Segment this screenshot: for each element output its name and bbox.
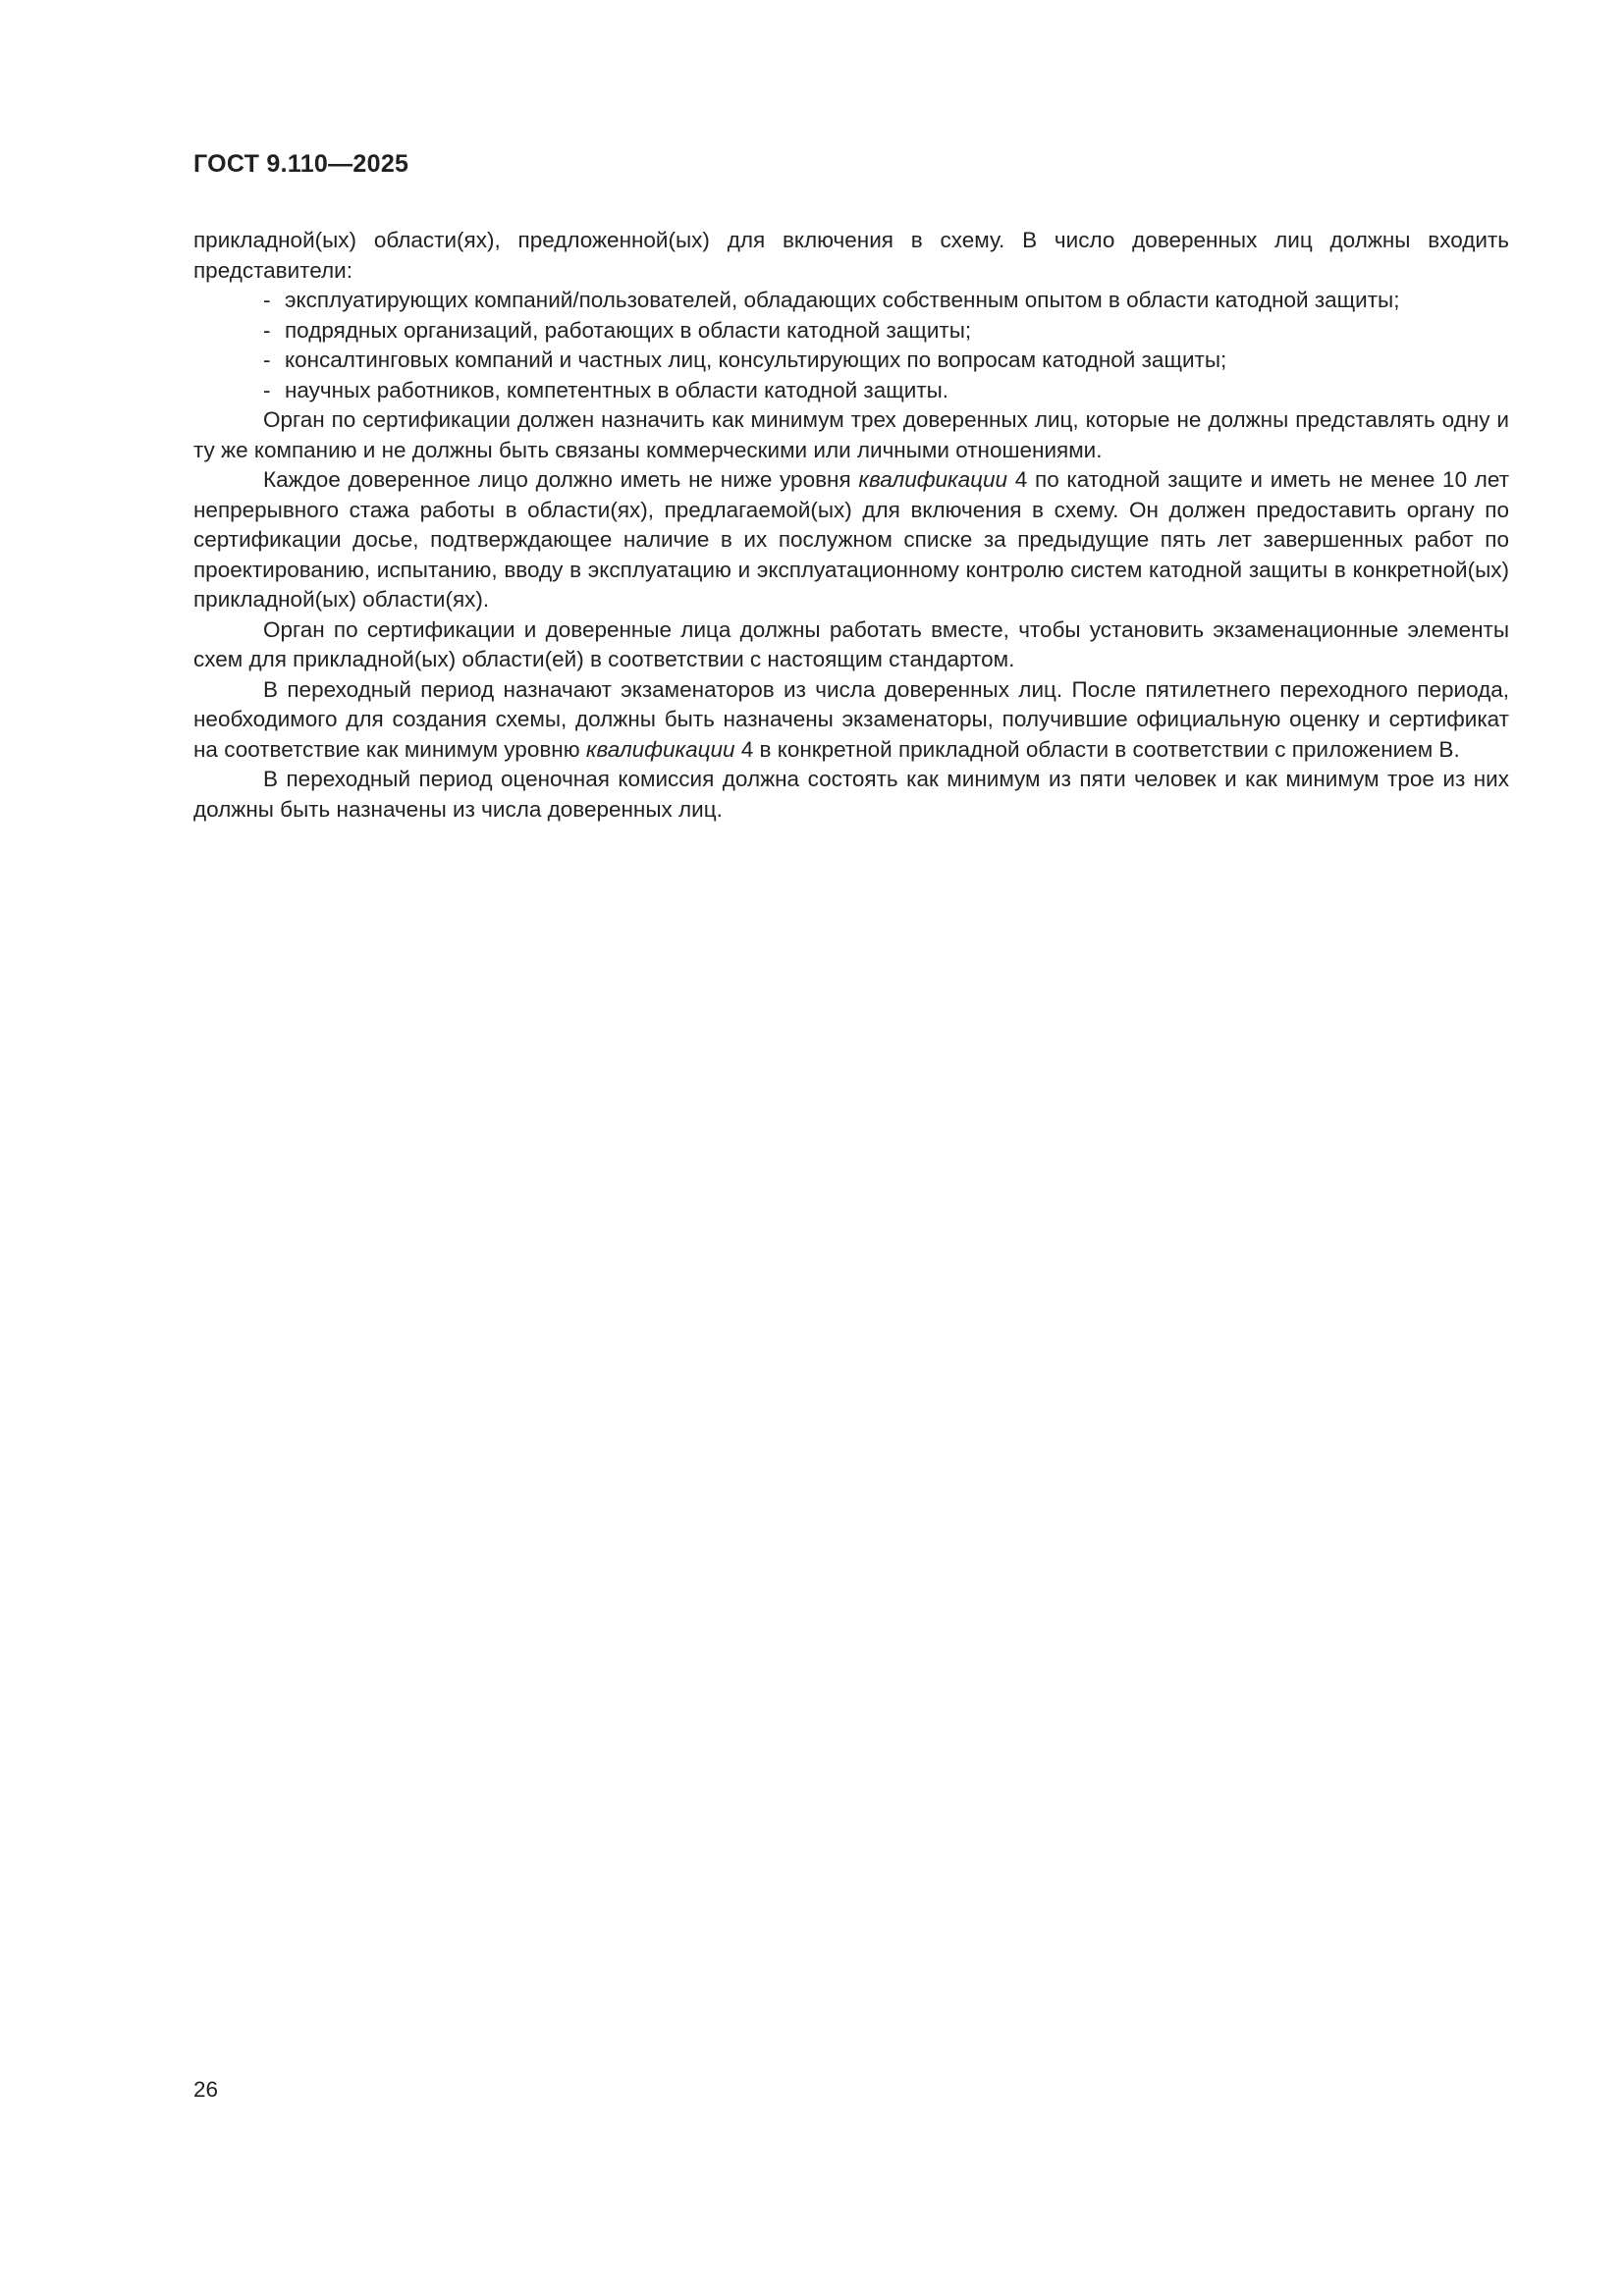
text-segment: Каждое доверенное лицо должно иметь не ниже уровня: [263, 467, 859, 492]
list-marker: -: [263, 377, 271, 402]
list-item: [193, 376, 1509, 406]
text-segment: 4 по катодной защите и иметь не менее 10 лет непрерывного стажа работы в области(ях), предлагаемой(ых) для включения в схему. Он должен предоставить органу по сертификации досье, подтверждающее наличие в их послужном списке за предыдущие пять лет завершенных работ по проектированию, испытанию, вводу в эксплуатацию и эксплуатационному контролю систем катодной защиты в конкретной(ых) прикладной(ых) области(ях).: [193, 467, 1510, 612]
representatives-list: [193, 286, 1509, 405]
list-item: [193, 346, 1509, 376]
text-segment: 4 в конкретной прикладной области в соответствии с приложением В.: [734, 736, 1460, 762]
document-header: ГОСТ 9.110—2025: [193, 150, 409, 178]
list-item: [193, 286, 1509, 316]
list-marker: -: [263, 347, 271, 372]
paragraph-transition-examiners: [193, 675, 1509, 766]
paragraph-continuation: прикладной(ых) области(ях), предложенной(ых) для включения в схему. В число доверенных лиц должны входить представители:: [193, 228, 1509, 283]
paragraph-cooperation: Орган по сертификации и доверенные лица должны работать вместе, чтобы установить экзаменационные элементы схем для прикладной(ых) области(ей) в соответствии с настоящим стандартом.: [193, 616, 1509, 671]
list-item-text: консалтинговых компаний и частных лиц, консультирующих по вопросам катодной защиты;: [285, 347, 1227, 372]
list-item-text: подрядных организаций, работающих в области катодной защиты;: [285, 317, 972, 343]
text-segment: В переходный период назначают экзаменаторов из числа доверенных лиц. После пятилетнего переходного периода, необходимого для создания схемы, должны быть назначены экзаменаторы, получившие официальную оценку и сертификат на соответствие как минимум уровню: [193, 676, 1509, 762]
list-marker: -: [263, 288, 271, 312]
paragraph-trustee-count: Орган по сертификации должен назначить как минимум трех доверенных лиц, которые не должны представлять одну и ту же компанию и не должны быть связаны коммерческими или личными отношениями.: [193, 407, 1509, 462]
paragraph-trustee-qualification: [193, 465, 1509, 615]
italic-term: квалификации: [585, 736, 735, 762]
page-number: 26: [193, 2077, 219, 2102]
italic-term: квалификации: [858, 467, 1008, 492]
body-text: [193, 226, 1509, 825]
paragraph-commission: В переходный период оценочная комиссия должна состоять как минимум из пяти человек и как минимум трое из них должны быть назначены из числа доверенных лиц.: [193, 767, 1509, 822]
list-item-text: научных работников, компетентных в области катодной защиты.: [285, 377, 949, 402]
list-item: [193, 316, 1509, 347]
list-item-text: эксплуатирующих компаний/пользователей, обладающих собственным опытом в области катодной защиты;: [285, 288, 1400, 312]
list-marker: -: [263, 317, 271, 343]
